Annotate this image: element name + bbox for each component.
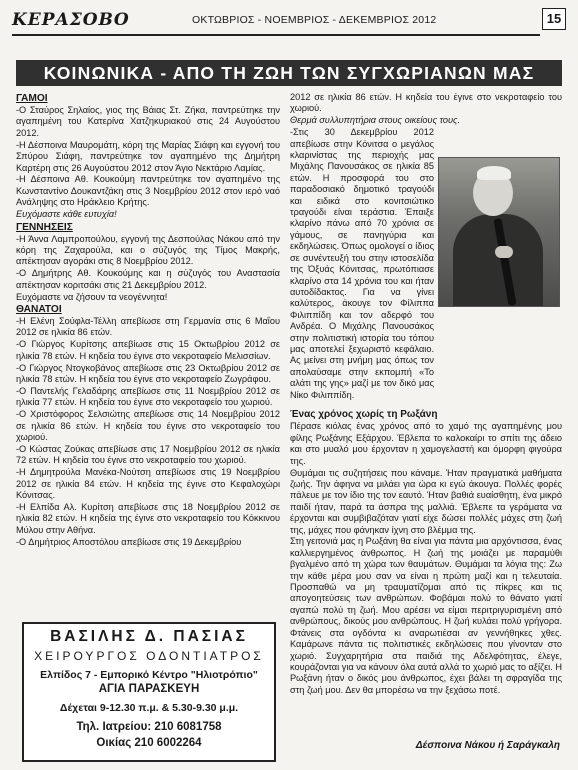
death-item: -Η Ελπίδα Αλ. Κυρίτση απεβίωσε στις 18 Νοεμβρίου 2012 σε ηλικία 82 ετών. Η κηδεία της έγινε στο νεκροταφείο του Κόκκινου Μύλου στην Αθήνα. [16, 502, 280, 535]
tribute-signature: Δέσποινα Νάκου ή Σαράγκαλη [415, 740, 560, 751]
deaths-heading: ΘΑΝΑΤΟΙ [16, 304, 62, 315]
photo-figure-hair [477, 166, 511, 180]
marriages-heading: ΓΑΜΟΙ [16, 93, 48, 104]
page-number: 15 [542, 8, 566, 30]
issue-date: ΟΚΤΩΒΡΙΟΣ - ΝΟΕΜΒΡΙΟΣ - ΔΕΚΕΜΒΡΙΟΣ 2012 [192, 14, 437, 26]
birth-item: -Ο Δημήτρης Αθ. Κουκούμης και η σύζυγός του Αναστασία απέκτησαν κοριτσάκι στις 21 Δεκεμβρίου 2012. [16, 268, 280, 290]
ad-phone-home: Οικίας 210 6002264 [96, 737, 202, 749]
ad-phone-office: Τηλ. Ιατρείου: 210 6081758 [76, 721, 222, 733]
birth-item: -Η Άννα Λαμπροπούλου, εγγονή της Δεσπούλας Νάκου από την κόρη της Ζαχαρούλα, και ο σύζυγός της Τίμος Μακρής, απέκτησαν αγοράκι στις 8 Νοεμβρίου 2012. [16, 233, 280, 267]
births-heading: ΓΕΝΝΗΣΕΙΣ [16, 221, 73, 233]
marriage-item: -Ο Σταύρος Σηλαίος, γιος της Βάιας Στ. Ζήκα, παντρεύτηκε την αγαπημένη του Κατερίνα Χατζηκυριακού στις 24 Αυγούστου 2012. [16, 105, 280, 138]
death-item: -Η Ελένη Σούφλα-Τέλλη απεβίωσε στη Γερμανία στις 6 Μαΐου 2012 σε ηλικία 86 ετών. [16, 316, 280, 338]
ad-profession: ΧΕΙΡΟΥΡΓΟΣ ΟΔΟΝΤΙΑΤΡΟΣ [34, 649, 264, 663]
death-item: -Η Δημητρούλα Μανέκα-Νούτση απεβίωσε στις 19 Νοεμβρίου 2012 σε ηλικία 84 ετών. Η κηδεία της έγινε στο Κεφαλοχώρι Κόνιτσας. [16, 467, 280, 501]
masthead [12, 8, 566, 38]
condolences: Θερμά συλλυπητήρια στους οικείους τους. [290, 115, 461, 126]
death-item: -Ο Δημήτριος Αποστόλου απεβίωσε στις 19 Δεκεμβρίου [16, 536, 242, 547]
death-item: -Ο Γιώργος Ντογκοβάνος απεβίωσε στις 23 Οκτωβρίου 2012 σε ηλικία 78 ετών. Η κηδεία του έγινε στο νεκροταφείο Ζωγράφου. [16, 362, 280, 385]
photo-figure-hand [495, 246, 513, 258]
ad-address: Ελπίδος 7 - Εμπορικό Κέντρο "Ηλιοτρόπιο" [40, 669, 258, 681]
births-wish: Ευχόμαστε να ζήσουν τα νεογέννητα! [16, 291, 168, 302]
tribute-paragraph: Στη γειτονιά μας η Ρωξάνη θα είναι για πάντα μια αρχόντισσα, ένας καλλιεργημένος άνθρωπος. Η ζωή της μοιάζει με παραμύθι βγαλμένο από τη χώρα των θαυμάτων. Θυμάμαι τα λόγια της: Ζω την κάθε μέρα μου σαν να είναι η πρώτη μαζί και η τελευταία. Προσπαθώ να μη τραυματίζομαι από τις πίκρες και τις απογοητεύσεις των ανθρώπων. Φοβάμαι πολύ το θάνατο γιατί αγαπώ πολύ τη ζωή. Μου αρέσει να είμαι περιτριγυρισμένη από ανθρώπους, δικούς μου ανθρώπους. Η ζωή κυλάει πολύ γρήγορα. Φτάνεις στα ογδόντα κι αναρωτιέσαι αν γεννήθηκες χθες. Καμάρωνε πάντα τις πολιτιστικές εκδηλώσεις που γίνονταν στο χωριό. Συγχαρητήρια στα παιδιά της Αδελφότητας, έλεγε, κουράζονται για να κάνουν όλα αυτά αλλά το χωριό μας το αξίζει. Η Ρωξάνη ήταν ο δικός μου άνθρωπος, έχει βάλει τη σφραγίδα της στη ζωή μου. Δεν θα μπορέσω να την ξεχάσω ποτέ. [290, 536, 562, 695]
clarinet-story-intro [290, 127, 434, 401]
tribute-heading: Ένας χρόνος χωρίς τη Ρωξάνη [290, 408, 438, 420]
header-rule [12, 34, 540, 36]
section-banner: ΚΟΙΝΩΝΙΚΑ - ΑΠΟ ΤΗ ΖΩΗ ΤΩΝ ΣΥΓΧΩΡΙΑΝΩΝ ΜΑΣ [16, 60, 562, 86]
death-item-continued: 2012 σε ηλικία 86 ετών. Η κηδεία του έγινε στο νεκροταφείο του χωριού. [290, 92, 562, 114]
death-item: -Ο Γιώργος Κυρίτσης απεβίωσε στις 15 Οκτωβρίου 2012 σε ηλικία 78 ετών. Η κηδεία του έγινε στο νεκροταφείο Μελισσίων. [16, 339, 280, 361]
marriages-wish: Ευχόμαστε κάθε ευτυχία! [16, 209, 117, 220]
death-item: -Ο Κώστας Ζούκας απεβίωσε στις 17 Νοεμβρίου 2012 σε ηλικία 72 ετών. Η κηδεία του έγινε στο νεκροταφείο του χωριού. [16, 443, 280, 466]
tribute-paragraph: Θυμάμαι τις συζητήσεις που κάναμε. Ήταν πραγματικά μαθήματα ζωής. Την άφηνα να μιλάει για ώρα κι εγώ άκουγα. Πολλές φορές πάλευε με τον ίδιο της τον εαυτό. Ήταν βαθιά ευαίσθητη, ένα μικρό παιδί ήταν, παρά τα άσπρα της μαλλιά. Έβλεπε τα γεράματα να έρχονται και συμβιβαζόταν γιατί είχε δώσει πολλές μάχες στη ζωή της, μάχες που φάνηκαν ίχνη στο βλέμμα της. [290, 467, 562, 535]
ad-hours: Δέχεται 9-12.30 π.μ. & 5.30-9.30 μ.μ. [59, 702, 239, 714]
marriage-item: -Η Δέσποινα Αθ. Κουκούμη παντρεύτηκε τον αγαπημένο της Κωνσταντίνο Δουκαντζάκη στις 3 Νοεμβρίου 2012 στον ιερό ναό Ανάληψης στο Ηράκλειο Κρήτης. [16, 174, 280, 208]
marriage-item: -Η Δέσποινα Μαυρομάτη, κόρη της Μαρίας Σιάφη και εγγονή του Σπύρου Σιάφη, παντρεύτηκε τον αγαπημένο της Δημήτρη Καρτέρη στις 26 Αυγούστου 2012 στον Άγιο Νεκτάριο Λαμίας. [16, 139, 280, 173]
death-item: -Ο Παντελής Γελαδάρης απεβίωσε στις 11 Νοεμβρίου 2012 σε ηλικία 77 ετών. Η κηδεία του έγινε στο νεκροταφείο του χωριού. [16, 385, 280, 408]
tribute-paragraph: Πέρασε κιόλας ένας χρόνος από το χαμό της αγαπημένης μου φίλης Ρωξάνης Εξάρχου. Έβλεπα το καλοκαίρι το σπίτι της άδειο και στο μυαλό μου έρχονταν η χαμογελαστή και όμορφη φιγούρα της. [290, 421, 562, 466]
clarinetist-photo [438, 157, 560, 307]
left-column [16, 92, 280, 549]
clarinet-story: -Στις 30 Δεκεμβρίου 2012 απεβίωσε στην Κόνιτσα ο μεγάλος κλαρινίστας της περιοχής μας Μιχάλης Πανουσάκος σε ηλικία 85 ετών. Η προσφορά του στο παραδοσιακό δημοτικό τραγούδι και ειδικά στο κονιτσιώτικο τραγούδι είναι τεράστια. Έπαιξε κλαρίνο πάνω από 70 χρόνια σε γάμους, σε πανηγύρια και εκδηλώσεις. Όπως ομολογεί ο ίδιος σε συνέντευξή του στην ιστοσελίδα της Όξυάς Κόνιτσας, πρωτόπιασε κλαρίνο στα 14 χρόνια του και ήταν αυτοδίδακτος. Για να γίνει καλύτερος, άκουγε τον Φίλιππα Φιλιππίδη και τον αδερφό του Ανδρέα. Ο Μιχάλης Πανουσάκος στην πολιτιστική ιστορία του τόπου μας αποτελεί ξεχωριστό κεφάλαιο. Ας μείνει στη μνήμη μας όπως τον απολαύσαμε στην εκπομπή «Το αλάτι της γης» μαζί με τον δικό μας Νίκο Φιλιππίδη. [290, 127, 434, 400]
ad-dentist-name: ΒΑΣΙΛΗΣ Δ. ΠΑΣΙΑΣ [50, 628, 248, 645]
dentist-advertisement [22, 622, 276, 762]
newspaper-logo: ΚΕΡΑΣΟΒΟ [12, 10, 130, 30]
ad-town: ΑΓΙΑ ΠΑΡΑΣΚΕΥΗ [98, 683, 200, 695]
death-item: -Ο Χριστόφορος Σελσιώτης απεβίωσε στις 14 Νοεμβρίου 2012 σε ηλικία 86 ετών. Η κηδεία του έγινε στο νεκροταφείο του χωριού. [16, 409, 280, 443]
